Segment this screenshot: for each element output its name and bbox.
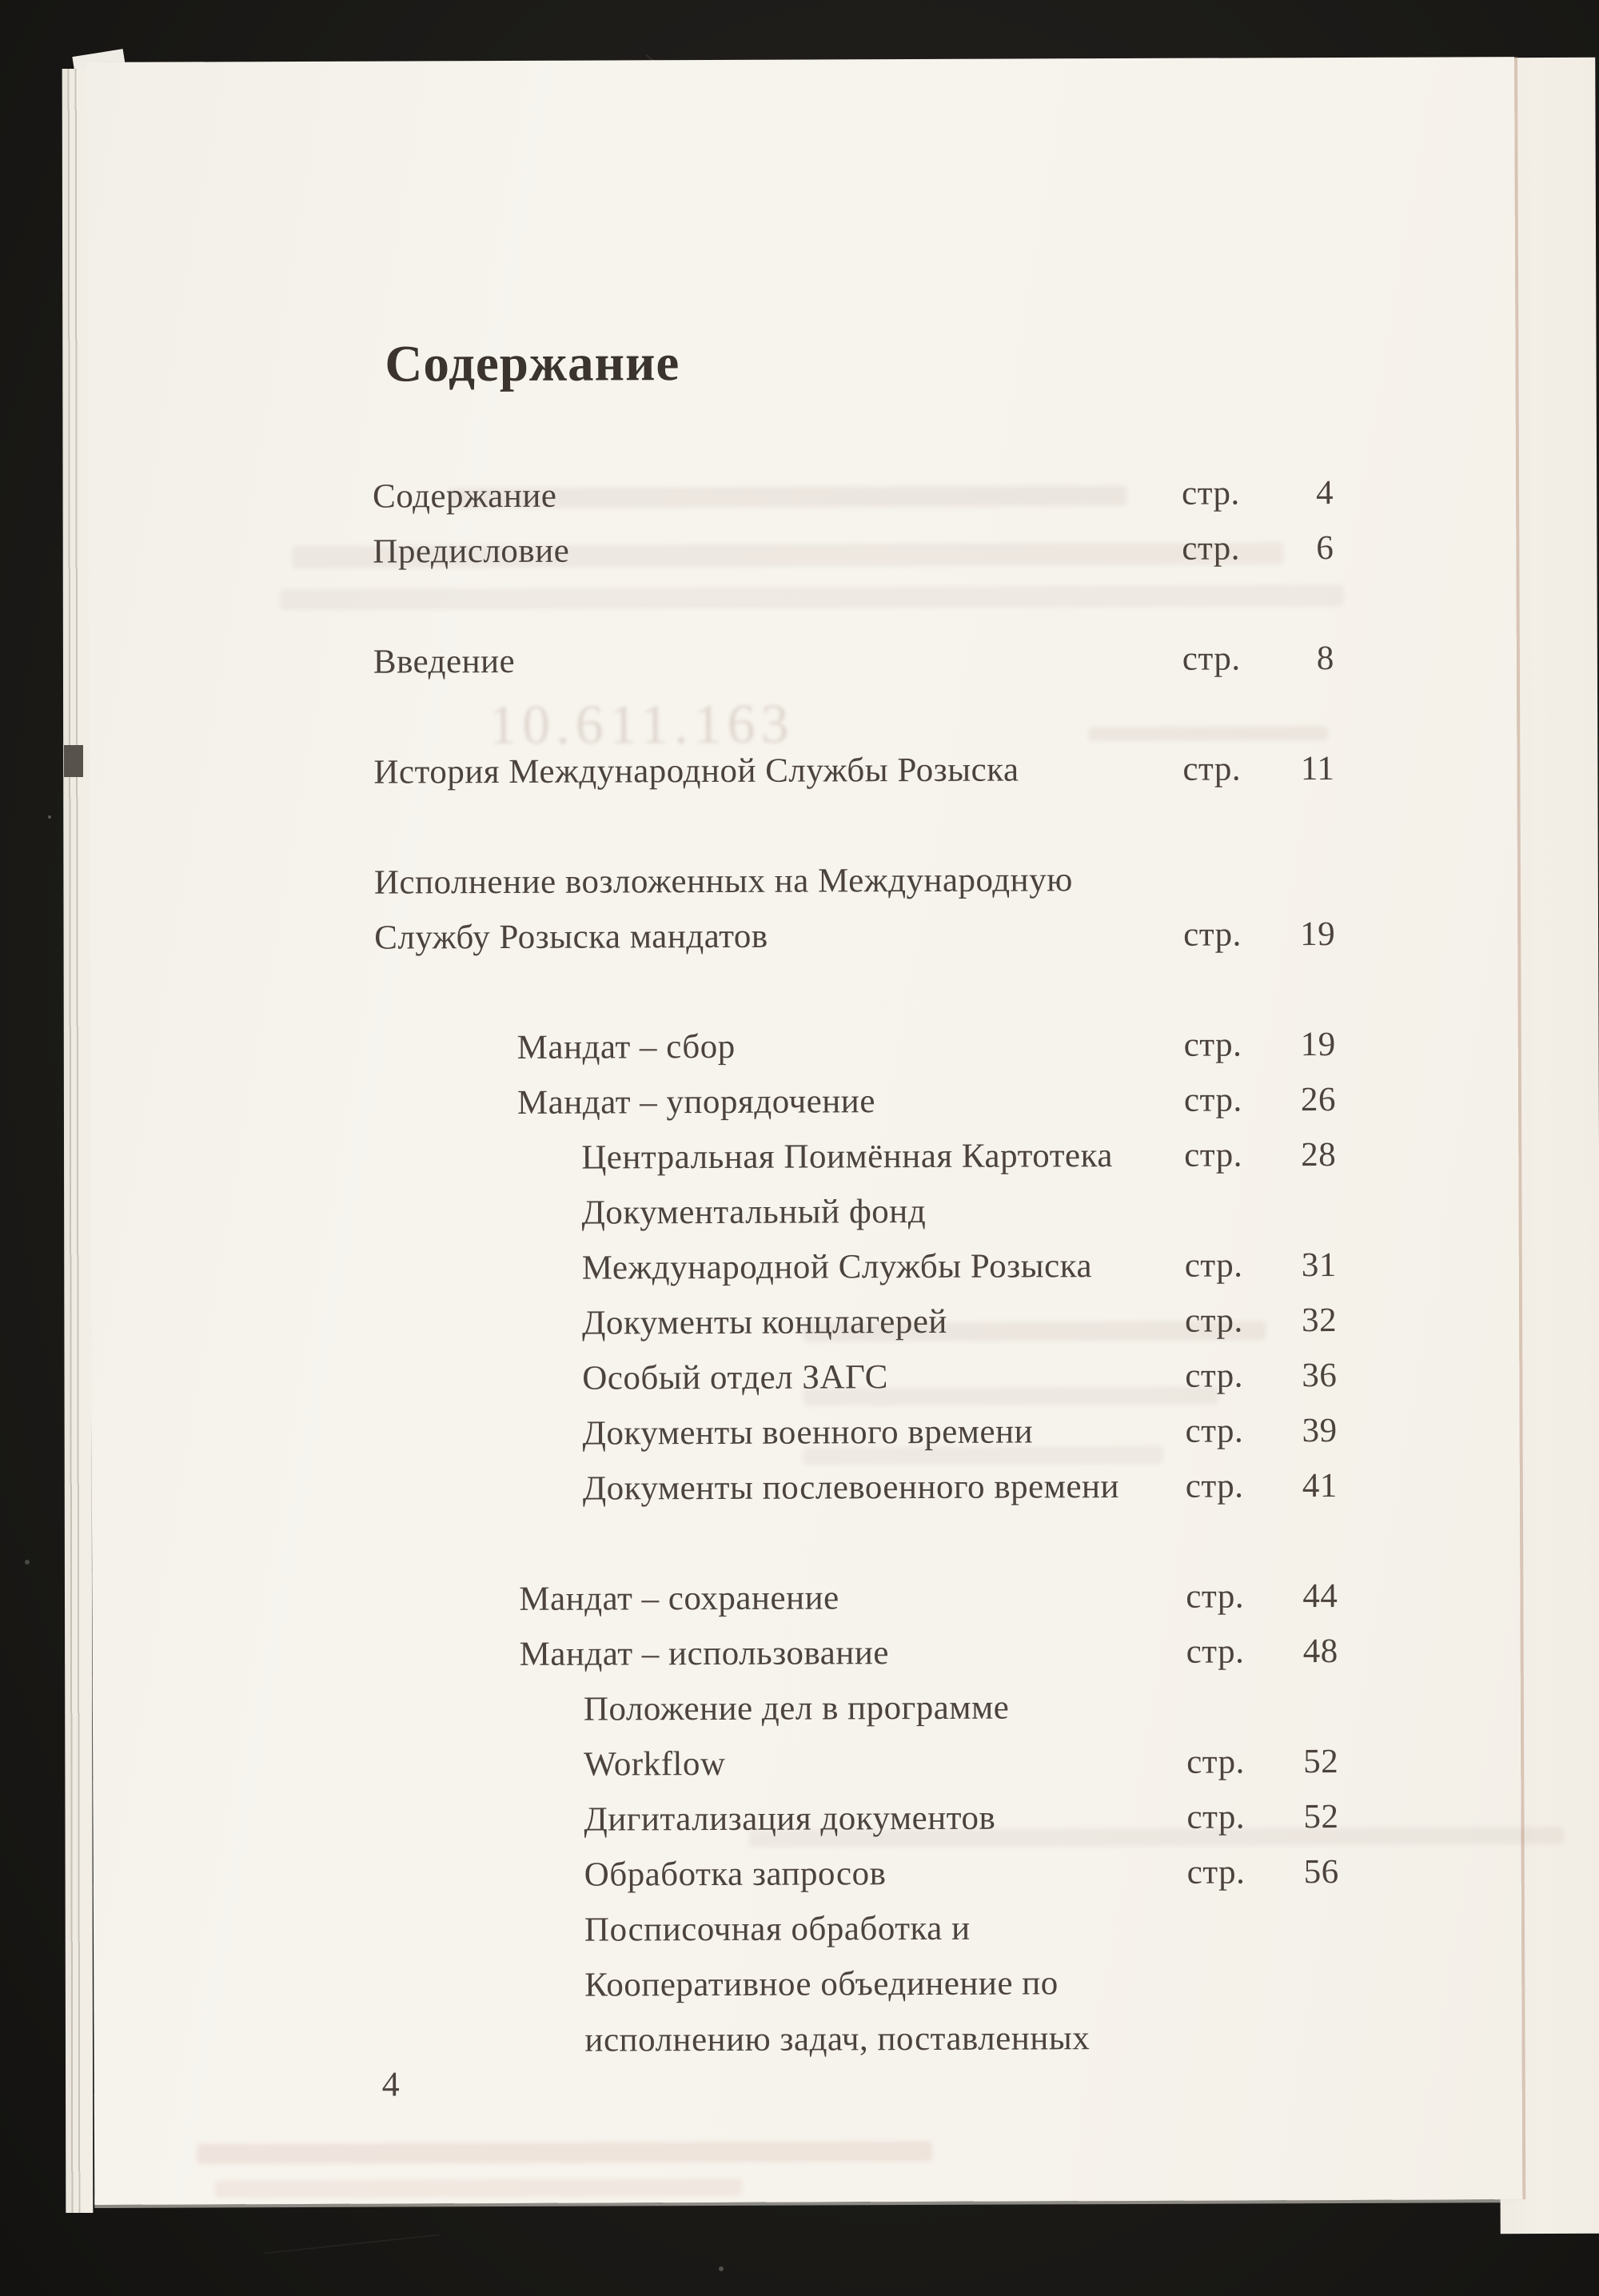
toc-entry [94,1954,1521,2015]
toc-entry-label: Дигитализация документов [584,1799,996,1839]
toc-entry-label: Мандат – сбор [516,1027,736,1066]
toc-spacer [92,1513,1520,1573]
toc-page-label: стр. [1186,1743,1245,1781]
toc-entry [92,1457,1520,1518]
toc-entry-label: Документы послевоенного времени [582,1468,1120,1508]
toc-page-label: стр. [1181,474,1240,512]
toc-entry [88,464,1516,525]
toc-page-label: стр. [1182,640,1241,678]
toc-page-number: 36 [1302,1357,1338,1395]
toc-entry-label: Посписочная обработка и [584,1909,971,1949]
toc-page-number: 41 [1302,1467,1338,1505]
toc-entry [91,1237,1519,1297]
toc-page-number: 6 [1316,529,1334,568]
toc-page-label: стр. [1186,1853,1246,1891]
toc-entry-label: Обработка запросов [584,1855,887,1894]
toc-entry [91,1347,1519,1408]
toc-entry [90,906,1517,967]
toc-page-number: 48 [1302,1632,1338,1671]
toc-entry-label: Документальный фонд [581,1192,927,1232]
toc-page-label: стр. [1183,915,1242,954]
toc-spacer [89,685,1517,746]
toc-entry [93,1678,1521,1739]
bleedthrough-artifact [214,2178,742,2198]
toc-entry-label: Содержание [372,476,557,516]
toc-page-number: 52 [1303,1798,1339,1836]
toc-entry [93,1733,1521,1794]
page-edge-mark [64,745,83,777]
toc-page-number: 32 [1301,1301,1338,1340]
toc-entry [90,851,1517,911]
toc-entry-label: Кооперативное объединение по [584,1964,1059,2004]
toc-page-number: 26 [1300,1081,1337,1119]
toc-entry [94,1844,1521,1904]
bleedthrough-artifact [197,2141,932,2165]
toc-entry-label: Документы военного времени [582,1413,1034,1453]
toc-entry-label: История Международной Службы Розыска [373,751,1019,791]
toc-page-number: 4 [1315,474,1334,512]
toc-page-number: 56 [1303,1853,1339,1891]
toc-page-label: стр. [1182,750,1242,788]
toc-page-number: 39 [1302,1412,1338,1450]
toc-page-number: 19 [1300,915,1336,954]
toc-spacer [90,795,1517,856]
toc-entry-label: Workflow [584,1744,726,1784]
toc-entry-label: Предисловие [373,532,570,571]
toc-entry [89,740,1517,801]
toc-entry [90,1016,1518,1077]
toc-entry [93,1788,1521,1849]
toc-entry-label: Международной Службы Розыска [581,1247,1093,1287]
page-title: Содержание [385,334,680,393]
toc-spacer [90,961,1517,1022]
toc-entry-label: исполнению задач, поставленных [584,2019,1091,2059]
bleedthrough-number: 10.611.163 [488,693,795,757]
toc-page-label: стр. [1184,1301,1243,1340]
toc-entry [90,1182,1518,1242]
toc-entry-label: Мандат – сохранение [519,1579,839,1618]
toc-page-number: 44 [1302,1577,1338,1616]
toc-page-number: 52 [1303,1743,1339,1781]
toc-page-label: стр. [1185,1467,1244,1505]
toc-page-label: стр. [1186,1577,1245,1616]
toc-page-label: стр. [1182,529,1241,568]
toc-entry-label: Исполнение возложенных на Международную [373,861,1073,902]
toc-page-label: стр. [1186,1798,1246,1836]
toc-entry-label: Центральная Поимённая Картотека [581,1137,1113,1177]
toc-entry-label: Введение [373,642,516,681]
footer-page-number: 4 [381,2064,400,2104]
toc-page-label: стр. [1184,1136,1243,1174]
toc-entry [91,1402,1519,1463]
toc-rows [88,464,1522,2070]
toc-page-number: 31 [1301,1246,1337,1285]
toc-entry [90,1071,1518,1132]
toc-page-number: 11 [1300,750,1335,788]
toc-page-number: 28 [1301,1136,1337,1174]
toc-spacer [88,575,1516,636]
toc-entry [88,520,1516,580]
toc-page-label: стр. [1184,1246,1243,1285]
toc-page-label: стр. [1183,1026,1242,1064]
toc-entry [91,1292,1519,1353]
toc-entry [92,1568,1520,1628]
toc-entry-label: Службу Розыска мандатов [374,917,768,957]
toc-entry-label: Мандат – упорядочение [516,1082,875,1122]
toc-entry [94,2009,1521,2070]
toc-entry-label: Положение дел в программе [583,1688,1010,1728]
toc-entry-label: Особый отдел ЗАГС [582,1358,888,1397]
toc-entry-label: Мандат – использование [519,1634,889,1673]
toc-entry [90,1126,1518,1187]
toc-page-number: 19 [1300,1026,1336,1064]
toc-entry [93,1623,1521,1684]
toc-entry [89,630,1517,691]
background-scratch [264,2234,439,2254]
toc-entry-label: Документы концлагерей [581,1302,947,1342]
toc-page-label: стр. [1185,1412,1244,1450]
toc-entry [94,1899,1521,1959]
toc-page-number: 8 [1316,640,1334,678]
toc-page-label: стр. [1186,1632,1245,1671]
book-page [86,57,1522,2205]
toc-page-label: стр. [1183,1081,1242,1119]
toc-page-label: стр. [1185,1357,1244,1395]
